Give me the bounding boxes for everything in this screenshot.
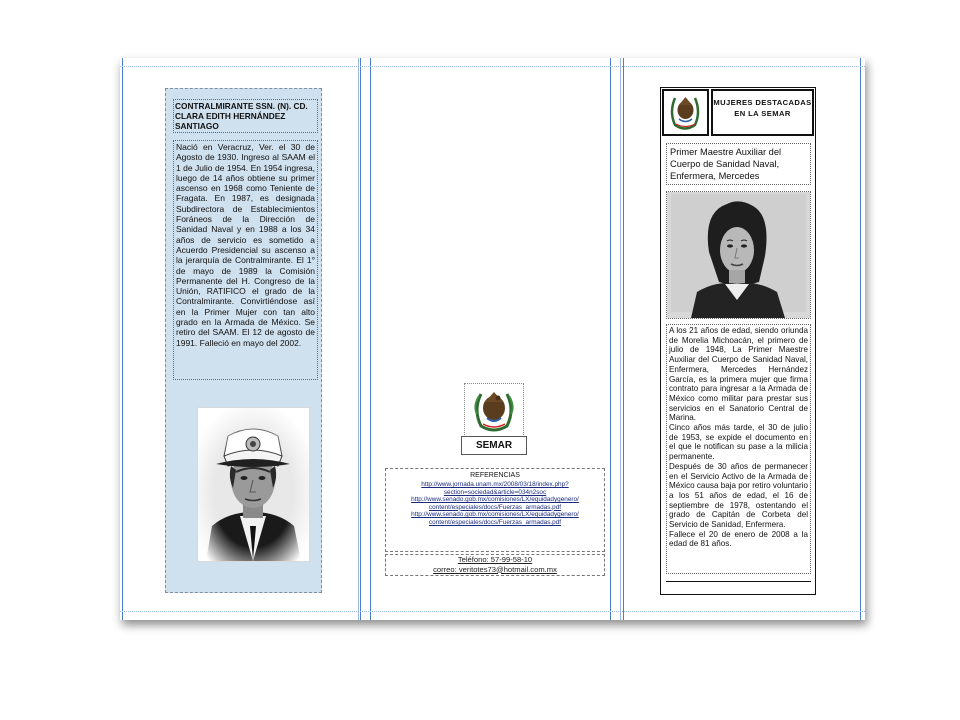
body-paragraph: Cinco años más tarde, el 30 de julio de 1953, se expide el documento en el que le notifican su pase a la milicia permanente. [669,423,808,462]
guide-line [610,58,611,620]
guide-line [122,58,123,620]
guide-line [120,611,865,612]
body-paragraph: Fallece el 20 de enero de 2008 a la edad de 81 años. [669,529,808,549]
left-panel-title: CONTRALMIRANTE SSN. (N). CD. CLARA EDITH HERNÁNDEZ SANTIAGO [173,99,318,133]
guide-line [120,66,865,67]
semar-label: SEMAR [461,436,527,455]
right-panel-title: Primer Maestre Auxiliar del Cuerpo de Sanidad Naval, Enfermera, Mercedes [666,143,811,185]
references-title: REFERENCIAS [470,472,520,479]
guide-line [370,58,371,620]
guide-line [860,58,861,620]
reference-link[interactable]: http://www.senado.gob.mx/comisiones/LX/equidadygenero/ [411,496,579,504]
guide-line [620,58,621,620]
contact-box [385,554,605,576]
guide-line [358,58,359,620]
right-panel [660,87,816,595]
email-link[interactable]: correo: veritotes73@hotmail.com.mx [433,564,557,574]
semar-seal-image [464,383,524,437]
reference-link[interactable]: http://www.senado.gob.mx/comisiones/LX/equidadygenero/ [411,511,579,519]
portrait-photo-nurse [666,191,811,319]
guide-line [360,58,361,620]
phone-text: Teléfono: 57-99-58-10 [457,555,533,564]
references-box [385,468,605,552]
portrait-photo-officer [197,407,310,562]
left-panel-body: Nació en Veracruz, Ver. el 30 de Agosto de 1930. Ingreso al SAAM el 1 de Julio de 1954. En 1954 ingresa, luego de 14 años obtiene su primer ascenso en 1968 como Teniente de Fragata. En 1987, es designada Subdirectora de Establecimientos Foráneos de la Dirección de Sanidad Naval y en 1988 a los 34 años de servicio es sometido a Acuerdo Presidencial su ascenso a la jerarquía de Contralmirante. El 1° de mayo de 1989 la Comisión Permanente del H. Congreso de la Unión, RATIFICO el grado de la Contralmirante. Convirtiéndose así en la Primer Mujer con tan alto grado en la Armada de México. Se retiro del SAAM. El 12 de agosto de 1991. Falleció en mayo del 2002. [173,140,318,380]
reference-link[interactable]: http://www.jornada.unam.mx/2008/03/18/index.php? [421,481,569,488]
right-panel-body [666,324,811,574]
reference-link[interactable]: content/especiales/docs/Fuerzas_armadas.pdf [428,503,562,511]
body-paragraph: Después de 30 años de permanecer en el Servicio Activo de la Armada de México causa baja por retiro voluntario a los 51 años de edad, el 16 de septiembre de 1978, ostentando el grado de Capitán de Corbeta del Servicio de Sanidad, Enfermera. [669,461,809,530]
right-panel-header: MUJERES DESTACADAS EN LA SEMAR [711,89,814,136]
divider [666,581,811,582]
brochure-page [120,58,865,620]
left-panel [165,88,322,593]
body-paragraph: A los 21 años de edad, siendo oriunda de Morelia Michoacán, el primero de julio de 1948, La Primer Maestre Auxiliar del Cuerpo de Sanidad Naval, Enfermera, Mercedes Hernández García, es la primera mujer que firma contrato para ingresar a la Armada de México como militar para prestar sus servicios en el Sanatorio Central de Marina. [669,326,808,423]
reference-link[interactable]: section=sociedad&article=034n2soc [443,488,547,496]
semar-seal-small [662,89,709,136]
guide-line [623,58,624,620]
reference-link[interactable]: content/especiales/docs/Fuerzas_armadas.pdf [428,518,562,526]
